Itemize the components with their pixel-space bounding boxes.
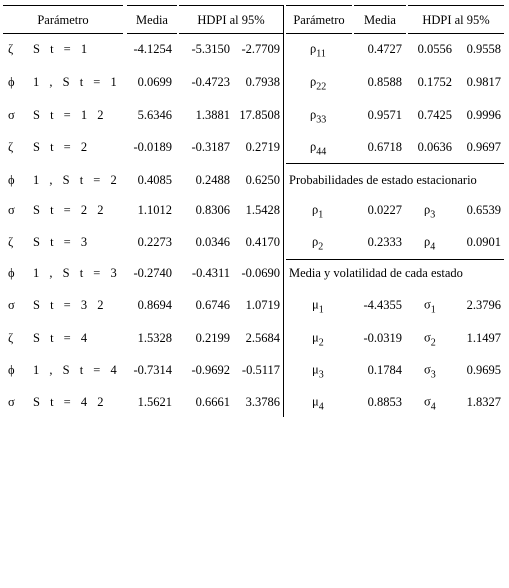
param-symbol: μ (312, 297, 319, 312)
media-value: -0.2740 (133, 265, 172, 280)
media-value: 0.6718 (367, 139, 402, 154)
param-symbol: ζ (8, 41, 14, 56)
hdpi-upper: 0.9817 (466, 74, 501, 89)
param-subscript: 3 (430, 209, 436, 221)
param-1 (312, 394, 324, 413)
media-value: 1.5621 (137, 394, 172, 409)
media-value: -0.7314 (133, 362, 172, 377)
hdpi-upper: 1.5428 (245, 202, 280, 217)
top-rule-right-hdpi (408, 5, 504, 6)
transition-param (310, 107, 327, 126)
header-rule-right-hdpi (408, 33, 504, 34)
hdpi-upper: -0.5117 (241, 362, 280, 377)
hdpi-upper: 17.8508 (239, 107, 280, 122)
hdpi-lower: -0.4723 (191, 74, 230, 89)
hdpi-upper: 0.7938 (245, 74, 280, 89)
media-value: -0.0189 (133, 139, 172, 154)
hdpi-upper: 0.4170 (245, 234, 280, 249)
hdpi-lower: -0.3187 (191, 139, 230, 154)
param-subscript: 33 (316, 114, 327, 126)
hdpi-upper: 0.9697 (466, 139, 501, 154)
hdpi-lower: 0.8306 (195, 202, 230, 217)
hdpi-lower: -0.9692 (191, 362, 230, 377)
param-state: 1 , S t = 2 (33, 172, 117, 187)
value-1: 0.2333 (367, 234, 402, 249)
hdpi-lower: 0.6661 (195, 394, 230, 409)
value-2: 2.3796 (466, 297, 501, 312)
hdpi-lower: 0.0556 (417, 41, 452, 56)
value-1: 0.8853 (367, 394, 402, 409)
param-symbol: ρ (424, 234, 431, 249)
param-symbol: ϕ (8, 172, 15, 187)
param-state: S t = 4 2 (33, 394, 104, 409)
value-1: 0.1784 (367, 362, 402, 377)
media-value: 0.4085 (137, 172, 172, 187)
hdpi-lower: 0.2199 (195, 330, 230, 345)
hdpi-upper: 0.6250 (245, 172, 280, 187)
media-value: 0.4727 (367, 41, 402, 56)
param-state: S t = 3 (33, 234, 88, 249)
hdpi-upper: 2.5684 (245, 330, 280, 345)
param-symbol: ϕ (8, 74, 15, 89)
left-header-hdpi: HDPI al 95% (197, 12, 265, 27)
media-value: 1.1012 (137, 202, 172, 217)
top-rule-right (286, 5, 352, 6)
param-subscript: 2 (430, 337, 436, 349)
value-2: 0.0901 (466, 234, 501, 249)
value-1: -0.0319 (363, 330, 402, 345)
param-symbol: ρ (310, 74, 317, 89)
top-rule-hdpi (179, 5, 283, 6)
param-state: S t = 1 2 (33, 107, 104, 122)
hdpi-upper: 0.9996 (466, 107, 501, 122)
right-header-hdpi: HDPI al 95% (422, 12, 490, 27)
param-1 (312, 297, 324, 316)
param-subscript: 4 (430, 401, 436, 413)
hdpi-lower: -5.3150 (191, 41, 230, 56)
param-symbol: ρ (312, 202, 319, 217)
param-state: S t = 2 2 (33, 202, 104, 217)
section-rule-volatility (286, 259, 504, 260)
param-symbol: ζ (8, 234, 14, 249)
media-value: 1.5328 (137, 330, 172, 345)
hdpi-upper: -2.7709 (241, 41, 280, 56)
param-state: 1 , S t = 3 (33, 265, 117, 280)
param-subscript: 2 (318, 241, 324, 253)
media-value: 0.8588 (367, 74, 402, 89)
hdpi-lower: 0.0636 (417, 139, 452, 154)
param-subscript: 1 (430, 304, 436, 316)
header-rule-left (3, 33, 123, 34)
hdpi-upper: 3.3786 (245, 394, 280, 409)
param-symbol: σ (8, 202, 15, 217)
param-symbol: ρ (312, 234, 319, 249)
param-subscript: 2 (318, 337, 324, 349)
param-1 (312, 234, 324, 253)
left-header-parametro: Parámetro (37, 12, 89, 27)
param-state: S t = 3 2 (33, 297, 104, 312)
header-rule-right (286, 33, 352, 34)
media-value: 0.0699 (137, 74, 172, 89)
value-2: 1.1497 (466, 330, 501, 345)
param-symbol: σ (424, 297, 431, 312)
param-symbol: σ (8, 107, 15, 122)
param-2 (424, 330, 436, 349)
left-header-media: Media (136, 12, 168, 27)
param-symbol: σ (8, 297, 15, 312)
hdpi-lower: 0.0346 (195, 234, 230, 249)
param-2 (424, 234, 436, 253)
hdpi-lower: 0.7425 (417, 107, 452, 122)
hdpi-lower: 0.1752 (417, 74, 452, 89)
param-symbol: μ (312, 330, 319, 345)
param-symbol: ϕ (8, 265, 15, 280)
param-1 (312, 202, 324, 221)
transition-param (310, 41, 326, 60)
param-2 (424, 202, 436, 221)
param-symbol: μ (312, 362, 319, 377)
param-state: 1 , S t = 1 (33, 74, 117, 89)
top-rule-media (127, 5, 177, 6)
top-rule-right-media (354, 5, 406, 6)
hdpi-lower: 0.2488 (195, 172, 230, 187)
header-rule-media (127, 33, 177, 34)
hdpi-upper: -0.0690 (241, 265, 280, 280)
param-subscript: 44 (316, 146, 327, 158)
section-title-volatility: Media y volatilidad de cada estado (289, 265, 463, 280)
transition-param (310, 74, 327, 93)
param-state: S t = 4 (33, 330, 88, 345)
transition-param (310, 139, 327, 158)
media-value: 5.6346 (137, 107, 172, 122)
hdpi-upper: 0.2719 (245, 139, 280, 154)
param-2 (424, 297, 436, 316)
param-symbol: ρ (310, 139, 317, 154)
media-value: 0.8694 (137, 297, 172, 312)
value-1: -4.4355 (363, 297, 402, 312)
param-subscript: 1 (318, 209, 324, 221)
middle-divider (283, 5, 284, 417)
section-rule-stationary (286, 163, 504, 164)
top-rule-left (3, 5, 123, 6)
media-value: 0.9571 (367, 107, 402, 122)
header-rule-hdpi (179, 33, 283, 34)
param-symbol: σ (424, 362, 431, 377)
value-2: 0.9695 (466, 362, 501, 377)
param-state: S t = 1 (33, 41, 88, 56)
param-symbol: μ (312, 394, 319, 409)
param-state: 1 , S t = 4 (33, 362, 117, 377)
param-symbol: ρ (424, 202, 431, 217)
param-symbol: σ (424, 330, 431, 345)
hdpi-lower: -0.4311 (191, 265, 230, 280)
param-subscript: 4 (318, 401, 324, 413)
param-subscript: 4 (430, 241, 436, 253)
param-1 (312, 330, 324, 349)
param-symbol: ζ (8, 139, 14, 154)
param-symbol: σ (424, 394, 431, 409)
hdpi-lower: 0.6746 (195, 297, 230, 312)
media-value: 0.2273 (137, 234, 172, 249)
section-title-stationary: Probabilidades de estado estacionario (289, 172, 477, 187)
header-rule-right-media (354, 33, 406, 34)
hdpi-upper: 1.0719 (245, 297, 280, 312)
param-subscript: 3 (318, 369, 324, 381)
value-1: 0.0227 (367, 202, 402, 217)
param-2 (424, 362, 436, 381)
param-symbol: ρ (310, 107, 317, 122)
param-symbol: ζ (8, 330, 14, 345)
media-value: -4.1254 (133, 41, 172, 56)
param-symbol: ϕ (8, 362, 15, 377)
value-2: 0.6539 (466, 202, 501, 217)
param-subscript: 11 (316, 48, 326, 60)
param-1 (312, 362, 324, 381)
right-header-parametro: Parámetro (293, 12, 345, 27)
param-symbol: ρ (310, 41, 317, 56)
param-state: S t = 2 (33, 139, 88, 154)
param-subscript: 22 (316, 81, 327, 93)
param-symbol: σ (8, 394, 15, 409)
param-subscript: 1 (318, 304, 324, 316)
hdpi-lower: 1.3881 (195, 107, 230, 122)
param-subscript: 3 (430, 369, 436, 381)
value-2: 1.8327 (466, 394, 501, 409)
hdpi-upper: 0.9558 (466, 41, 501, 56)
right-header-media: Media (364, 12, 396, 27)
param-2 (424, 394, 436, 413)
